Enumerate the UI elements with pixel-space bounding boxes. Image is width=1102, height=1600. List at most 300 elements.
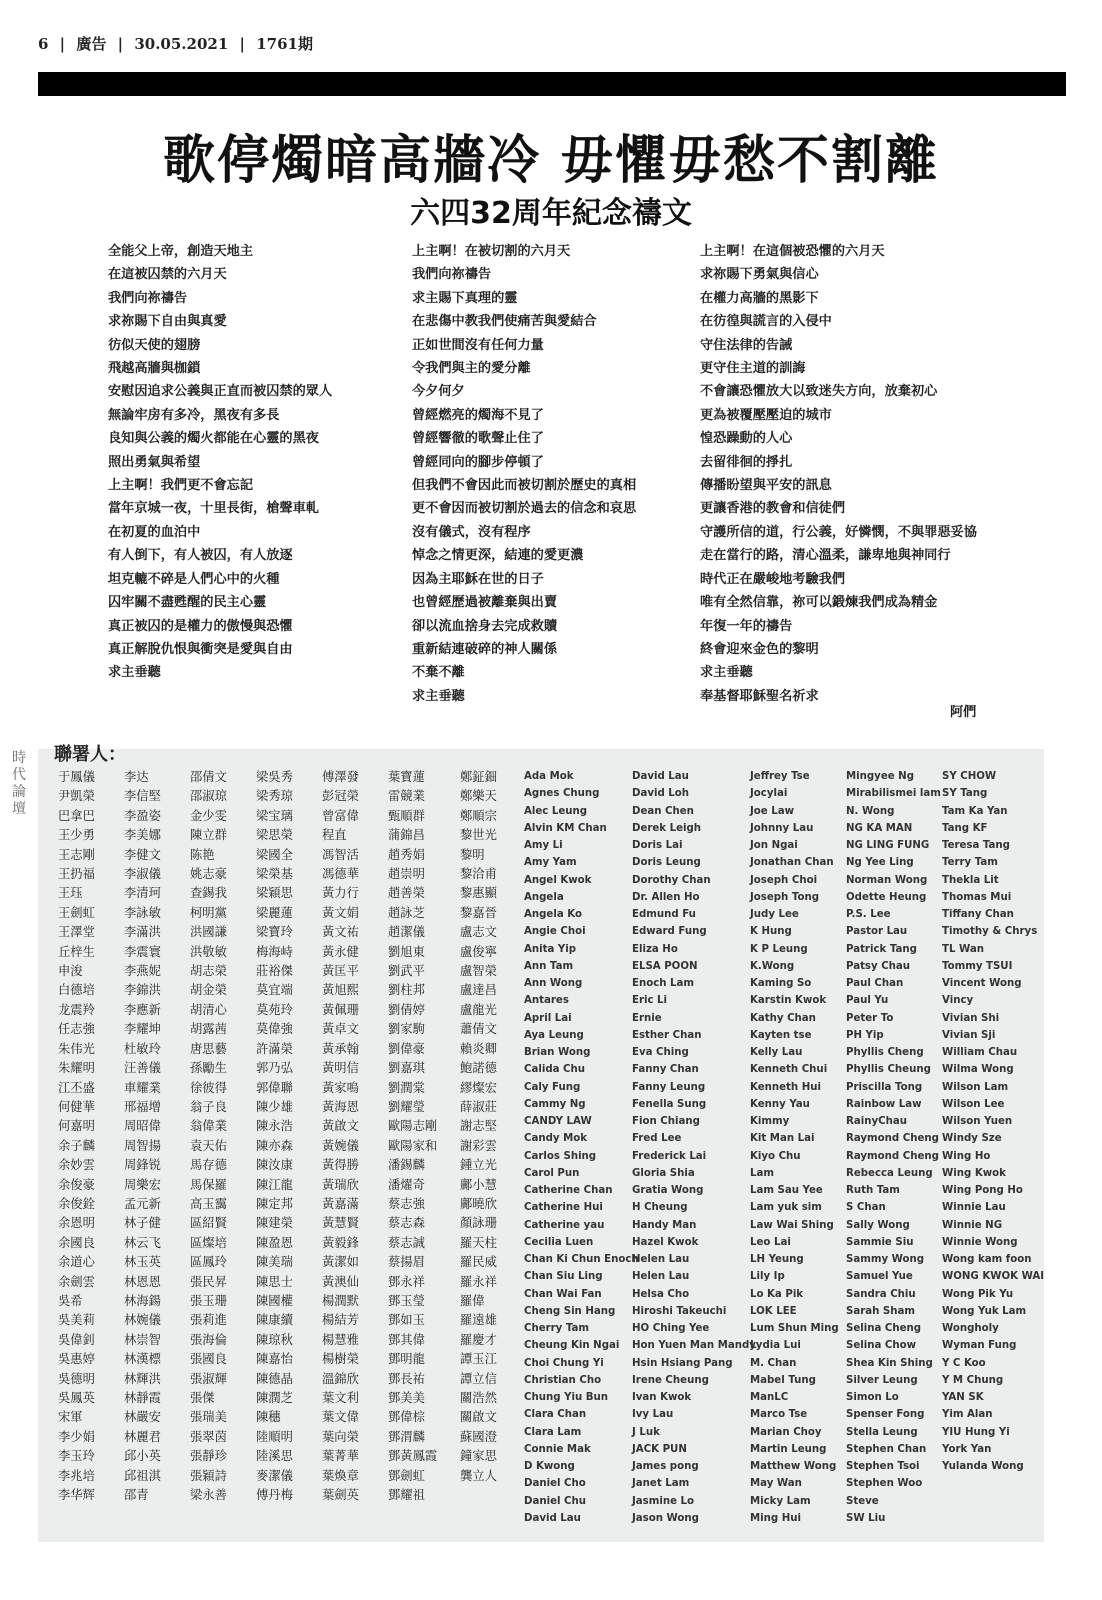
signatory-name: 蒲錦昌: [388, 828, 425, 843]
signatory-name: 陳永浩: [256, 1119, 293, 1134]
signatory-name: Steve: [846, 1495, 879, 1507]
signatory-name: 周昭偉: [124, 1119, 161, 1134]
signatory-name: 梁吳秀: [256, 770, 293, 784]
signatory-name: 盧達昌: [460, 983, 497, 998]
signatory-name: 李盈姿: [124, 808, 161, 823]
signatory-name: 馬存德: [190, 1158, 227, 1173]
signatory-name: Sarah Sham: [846, 1305, 915, 1317]
prayer-column-2: [412, 240, 636, 708]
signatory-name: 鄧渭麟: [388, 1429, 425, 1444]
signatories-cn-column-1: [58, 768, 95, 1505]
prayer-line: 無論牢房有多冷，黑夜有多長: [108, 407, 280, 423]
signatory-name: Gratia Wong: [632, 1185, 704, 1196]
signatory-name: 余恩明: [58, 1216, 95, 1231]
signatory-name: Vivian Shi: [942, 1012, 1000, 1024]
signatory-name: Wilson Lam: [942, 1081, 1009, 1093]
signatory-name: Fanny Chan: [632, 1064, 699, 1076]
signatory-name: Sally Wong: [846, 1219, 910, 1231]
signatory-name: Frederick Lai: [632, 1150, 707, 1162]
prayer-line: 當年京城一夜，十里長街，槍聲車軋: [108, 501, 319, 517]
signatory-name: Amy Yam: [524, 857, 577, 869]
signatory-name: 吳希: [58, 1293, 83, 1308]
signatory-name: 莊裕傑: [256, 964, 293, 979]
signatory-name: Norman Wong: [846, 874, 928, 886]
signatory-name: Angie Choi: [524, 926, 586, 938]
signatory-name: Kathy Chan: [750, 1012, 816, 1024]
signatory-name: Catherine Hui: [524, 1202, 603, 1214]
signatory-name: Wong Yuk Lam: [942, 1305, 1027, 1317]
signatory-name: Angela: [524, 891, 564, 903]
signatory-name: 潘錫麟: [388, 1158, 425, 1173]
signatory-name: 朱耀明: [58, 1061, 95, 1076]
publisher-vertical-label: 時代論壇: [12, 750, 26, 817]
signatory-name: 周樂宏: [124, 1177, 161, 1192]
signatory-name: YIU Hung Yi: [942, 1426, 1010, 1438]
signatory-name: ManLC: [750, 1392, 789, 1403]
signatory-name: 鄺小慧: [460, 1177, 497, 1192]
signatory-name: 鄭樂天: [460, 789, 497, 804]
signatory-name: Sandra Chiu: [846, 1288, 916, 1300]
signatory-name: Simon Lo: [846, 1392, 899, 1403]
signatory-name: 張靜珍: [190, 1449, 227, 1464]
signatory-name: 巴拿巴: [58, 808, 95, 823]
signatory-name: Wilson Lee: [942, 1098, 1005, 1110]
signatory-name: Ernie: [632, 1012, 662, 1024]
signatory-name: 黃文娟: [322, 905, 359, 920]
signatory-name: RainyChau: [846, 1116, 907, 1127]
signatory-name: 洪國謙: [190, 925, 227, 940]
signatory-name: Yim Alan: [942, 1409, 993, 1421]
header-bar: [38, 72, 1066, 96]
signatory-name: April Lai: [524, 1012, 572, 1024]
signatory-name: Jocylai: [750, 788, 788, 800]
signatory-name: Enoch Lam: [632, 978, 695, 989]
signatory-name: 吳鳳英: [58, 1391, 95, 1405]
signatory-name: 陳少雄: [256, 1099, 293, 1114]
signatory-name: Irene Cheung: [632, 1374, 709, 1386]
signatory-name: Wong Pik Yu: [942, 1288, 1014, 1300]
signatory-name: 黃力行: [322, 886, 359, 901]
signatory-name: Ivan Kwok: [632, 1392, 692, 1403]
signatory-name: 葉煥章: [322, 1468, 359, 1483]
prayer-line: 正如世間沒有任何力量: [412, 337, 544, 353]
signatory-name: Tam Ka Yan: [942, 805, 1008, 817]
signatory-name: 鄧耀祖: [388, 1488, 425, 1503]
signatory-name: 黃匡平: [322, 964, 359, 979]
signatory-name: 劉旭東: [388, 944, 425, 959]
signatory-name: 梁宝璃: [256, 808, 293, 823]
signatory-name: 麥潔儀: [256, 1468, 293, 1483]
signatory-name: 陳立群: [190, 828, 227, 843]
signatory-name: 鐘家思: [460, 1449, 497, 1464]
signatory-name: Tommy TSUI: [942, 960, 1013, 972]
signatory-name: 劉偉豪: [388, 1041, 425, 1056]
signatory-name: Lydia Lui: [750, 1340, 801, 1352]
signatory-name: Hon Yuen Man Mandy: [632, 1340, 756, 1352]
signatory-name: 葉文利: [322, 1391, 359, 1405]
signatory-name: Cheng Sin Hang: [524, 1305, 616, 1317]
signatory-name: Eric Li: [632, 995, 668, 1007]
signatory-name: 鄧玉瑩: [388, 1293, 425, 1308]
signatory-name: N. Wong: [846, 805, 895, 817]
signatory-name: Helsa Cho: [632, 1288, 690, 1300]
signatory-name: Wyman Fung: [942, 1340, 1017, 1352]
prayer-line: 今夕何夕: [412, 384, 465, 400]
signatory-name: 張民昇: [190, 1274, 227, 1289]
signatory-name: D Kwong: [524, 1461, 575, 1472]
signatory-name: 譚玉江: [460, 1352, 497, 1367]
signatory-name: 任志強: [58, 1022, 95, 1037]
signatory-name: 程直: [322, 828, 347, 843]
signatory-name: Calida Chu: [524, 1064, 586, 1076]
signatory-name: Judy Lee: [750, 909, 799, 920]
signatory-name: 鍾立光: [460, 1158, 497, 1173]
signatory-name: 洪敬敏: [190, 944, 227, 959]
signatory-name: Vincent Wong: [942, 978, 1022, 989]
page-header: 6 | 廣告 | 30.05.2021 | 1761期: [38, 35, 313, 53]
signatory-name: 歐陽家和: [388, 1138, 438, 1153]
signatory-name: 王志剛: [58, 847, 95, 862]
signatory-name: Y C Koo: [942, 1357, 986, 1369]
signatory-name: 江丕盛: [58, 1080, 95, 1095]
prayer-line: 真正解脫仇恨與衝突是愛與自由: [108, 641, 293, 657]
signatory-name: 郭偉聯: [256, 1080, 293, 1095]
signatory-name: PH Yip: [846, 1029, 884, 1041]
prayer-line: 照出勇氣與希望: [108, 454, 201, 470]
signatory-name: Law Wai Shing: [750, 1219, 834, 1231]
signatory-name: 余子麟: [58, 1138, 95, 1153]
signatory-name: 譚立信: [460, 1371, 497, 1386]
prayer-line: 更不會因而被切割於過去的信念和哀思: [412, 501, 637, 517]
signatory-name: Wilma Wong: [942, 1064, 1014, 1076]
signatory-name: York Yan: [942, 1443, 992, 1455]
signatory-name: Lam yuk sim: [750, 1202, 822, 1214]
signatory-name: 黃得勝: [322, 1158, 359, 1173]
signatory-name: 陳嘉怡: [256, 1352, 293, 1367]
prayer-line: 在悲傷中教我們使痛苦與愛結合: [412, 314, 597, 330]
signatory-name: Aya Leung: [524, 1029, 584, 1041]
signatory-name: 邢福增: [124, 1099, 161, 1114]
signatory-name: Samuel Yue: [846, 1271, 913, 1283]
signatory-name: 黃瑞欣: [322, 1177, 359, 1192]
prayer-line: 不會讓恐懼放大以致迷失方向，放棄初心: [700, 384, 938, 400]
signatory-name: 蔡志強: [388, 1196, 425, 1211]
signatory-name: 余妙雲: [58, 1158, 95, 1173]
signatory-name: J Luk: [632, 1426, 660, 1438]
signatory-name: 蔡揚眉: [388, 1255, 425, 1270]
signatory-name: 梁思榮: [256, 828, 293, 843]
signatory-name: Sammy Wong: [846, 1254, 925, 1265]
signatory-name: 車耀業: [124, 1080, 161, 1095]
signatory-name: 陈艳: [190, 847, 215, 862]
signatory-name: 梁榮基: [256, 867, 293, 882]
signatory-name: Cecilia Luen: [524, 1236, 594, 1248]
signatory-name: Fion Chiang: [632, 1116, 700, 1127]
signatory-name: 袁天佑: [190, 1138, 227, 1153]
signatory-name: Jonathan Chan: [750, 857, 834, 869]
signatory-name: 盧俊寧: [460, 944, 497, 959]
signatory-name: 李滿洪: [124, 925, 161, 940]
signatory-name: 李健文: [124, 847, 161, 862]
signatory-name: Cammy Ng: [524, 1098, 586, 1110]
signatory-name: 鄧其偉: [388, 1332, 425, 1347]
signatory-name: 黃永健: [322, 944, 359, 959]
signatory-name: 龔立人: [460, 1468, 497, 1483]
signatory-name: Rainbow Law: [846, 1098, 922, 1110]
signatory-name: 丘梓生: [58, 944, 95, 959]
signatory-name: 李兆培: [58, 1468, 95, 1483]
signatory-name: 胡金榮: [190, 983, 227, 998]
prayer-line: 上主啊！在這個被恐懼的六月天: [700, 244, 885, 259]
signatory-name: 劉倩婷: [388, 1002, 425, 1017]
signatory-name: 李玉玲: [58, 1449, 95, 1464]
signatory-name: 曾富偉: [322, 808, 359, 823]
signatory-name: Stephen Chan: [846, 1443, 927, 1455]
signatory-name: 林子健: [124, 1216, 161, 1231]
signatory-name: 黎洽甫: [460, 867, 497, 882]
prayer-line: 有人倒下，有人被囚，有人放逐: [108, 548, 293, 564]
signatory-name: 葉菁華: [322, 1449, 359, 1464]
signatory-name: Edmund Fu: [632, 909, 696, 920]
signatory-name: Carol Pun: [524, 1167, 580, 1179]
signatory-name: 歐陽志剛: [388, 1119, 438, 1134]
signatory-name: 鄧偉棕: [388, 1410, 425, 1425]
prayer-line: 悼念之情更深，結連的愛更濃: [412, 548, 584, 564]
signatory-name: Winnie Lau: [942, 1202, 1006, 1214]
signatory-name: 朱伟光: [58, 1041, 95, 1056]
signatory-name: Angel Kwok: [524, 874, 592, 886]
signatory-name: 張海倫: [190, 1332, 227, 1347]
signatory-name: 黎惠顯: [460, 886, 497, 901]
signatory-name: Kenneth Hui: [750, 1081, 821, 1093]
signatory-name: Doris Lai: [632, 840, 683, 851]
signatory-name: 繆燦宏: [460, 1080, 497, 1095]
signatory-name: Wing Pong Ho: [942, 1185, 1023, 1196]
signatory-name: 葉寶蓮: [388, 770, 425, 784]
signatory-name: Dean Chen: [632, 805, 694, 817]
page-number: 6: [38, 35, 49, 53]
signatory-name: Chan Wai Fan: [524, 1288, 602, 1300]
prayer-line: 曾經響徹的歌聲止住了: [412, 431, 544, 447]
signatory-name: Thekla Lit: [942, 874, 999, 886]
signatory-name: 傅丹梅: [256, 1488, 293, 1503]
signatory-name: 邵淑琼: [190, 789, 227, 804]
signatory-name: 羅天柱: [460, 1235, 497, 1250]
signatory-name: Handy Man: [632, 1219, 697, 1231]
signatory-name: Tiffany Chan: [942, 909, 1014, 920]
signatory-name: Hazel Kwok: [632, 1236, 699, 1248]
signatory-name: 黃潔如: [322, 1255, 359, 1270]
signatory-name: 張淑輝: [190, 1371, 227, 1386]
signatory-name: Amy Li: [524, 840, 563, 851]
signatory-name: 張玉珊: [190, 1293, 227, 1308]
signatories-cn-column-6: [388, 768, 437, 1505]
signatories-en-column-2: [632, 768, 756, 1527]
prayer-line: 終會迎來金色的黎明: [700, 641, 819, 657]
signatory-name: 黃旭熙: [322, 983, 359, 998]
signatory-name: 楊樹榮: [322, 1352, 359, 1367]
signatory-name: 張穎詩: [190, 1468, 227, 1483]
signatory-name: 陳康續: [256, 1313, 293, 1328]
prayer-amen: 阿們: [950, 705, 977, 720]
signatory-name: 陳穗: [256, 1410, 281, 1425]
signatory-name: Jason Wong: [632, 1512, 699, 1524]
signatory-name: 許滿榮: [256, 1041, 293, 1056]
signatory-name: 宋軍: [58, 1410, 83, 1425]
signatory-name: 余俊銓: [58, 1196, 95, 1211]
prayer-line: 上主啊！我們更不會忘記: [108, 478, 254, 494]
prayer-line: 更守住主道的訓誨: [700, 361, 806, 377]
signatory-name: Phyllis Cheung: [846, 1064, 931, 1076]
signatory-name: 陳國權: [256, 1293, 293, 1308]
signatory-name: 李詠敏: [124, 905, 161, 920]
prayer-line: 安慰因追求公義與正直而被囚禁的眾人: [108, 384, 333, 400]
prayer-line: 曾經燃亮的燭海不見了: [412, 407, 544, 423]
signatory-name: Helen Lau: [632, 1254, 690, 1265]
signatory-name: Odette Heung: [846, 891, 927, 903]
signatory-name: 林麗君: [124, 1429, 161, 1444]
signatory-name: 黃海恩: [322, 1099, 359, 1114]
signatory-name: 梁永善: [190, 1488, 227, 1503]
prayer-line: 走在當行的路，清心溫柔，謙卑地與神同行: [700, 548, 951, 564]
signatory-name: K.Wong: [750, 960, 795, 972]
signatory-name: 王扔福: [58, 867, 95, 882]
signatory-name: H Cheung: [632, 1202, 688, 1214]
signatory-name: 翁偉業: [190, 1119, 227, 1134]
signatory-name: Wong kam foon: [942, 1254, 1032, 1265]
prayer-line: 全能父上帝，創造天地主: [108, 244, 254, 259]
signatory-name: 余道心: [58, 1255, 95, 1270]
signatory-name: David Loh: [632, 788, 690, 800]
signatory-name: Caly Fung: [524, 1081, 581, 1093]
prayer-column-1: [108, 240, 332, 685]
signatory-name: 陳思士: [256, 1274, 293, 1289]
signatory-name: 李燕妮: [124, 964, 161, 979]
signatory-name: Winnie Wong: [942, 1236, 1018, 1248]
signatory-name: Eliza Ho: [632, 943, 678, 955]
prayer-line: 也曾經歷過被離棄與出賣: [412, 595, 558, 611]
signatory-name: 李淑儀: [124, 867, 161, 882]
issue-number: 1761期: [256, 35, 313, 53]
signatory-name: 邵青: [124, 1488, 149, 1503]
signatory-name: Chan Ki Chun Enoch: [524, 1254, 639, 1265]
signatory-name: 孟元新: [124, 1196, 161, 1211]
signatory-name: 蘇國澄: [460, 1429, 497, 1444]
signatory-name: 陳定邦: [256, 1196, 293, 1211]
signatory-name: 鄧明龍: [388, 1352, 425, 1367]
signatory-name: 梁穎思: [256, 886, 293, 901]
signatory-name: 高玉靄: [190, 1196, 227, 1211]
signatory-name: 蔡志森: [388, 1216, 425, 1231]
signatory-name: Fred Lee: [632, 1133, 682, 1145]
signatory-name: 梁秀琼: [256, 789, 293, 804]
signatory-name: Joseph Choi: [750, 874, 818, 886]
signatory-name: Angela Ko: [524, 909, 582, 920]
signatory-name: 林嚴安: [124, 1410, 161, 1425]
signatory-name: 黃文祐: [322, 925, 359, 940]
signatory-name: 鄭鉦鈿: [460, 770, 497, 784]
signatory-name: Lum Shun Ming: [750, 1323, 839, 1334]
signatory-name: 翁子良: [190, 1099, 227, 1114]
prayer-line: 沒有儀式，沒有程序: [412, 524, 531, 540]
signatory-name: Candy Mok: [524, 1133, 587, 1145]
signatory-name: 王劍虹: [58, 905, 95, 920]
signatory-name: 李震寰: [124, 944, 161, 959]
signatory-name: Patrick Tang: [846, 943, 917, 955]
signatory-name: 馬保羅: [190, 1177, 227, 1192]
signatory-name: Silver Leung: [846, 1374, 918, 1386]
signatory-name: 張傑: [190, 1391, 215, 1405]
prayer-line: 求主垂聽: [700, 665, 753, 681]
issue-date: 30.05.2021: [134, 35, 229, 53]
prayer-line: 更為被覆壓壓迫的城市: [700, 407, 832, 423]
signatory-name: Catherine yau: [524, 1219, 605, 1231]
signatory-name: James pong: [632, 1461, 699, 1472]
signatory-name: Hiroshi Takeuchi: [632, 1305, 727, 1317]
signatory-name: Hsin Hsiang Pang: [632, 1357, 733, 1369]
signatory-name: May Wan: [750, 1478, 802, 1490]
signatory-name: Kayten tse: [750, 1029, 812, 1041]
page-title: 歌停燭暗高牆冷 毋懼毋愁不割離: [162, 131, 940, 191]
prayer-line: 坦克轆不碎是人們心中的火種: [108, 571, 280, 587]
signatory-name: Ng Yee Ling: [846, 857, 914, 869]
signatory-name: Joseph Tong: [750, 891, 819, 903]
prayer-line: 彷似天使的翅膀: [108, 337, 201, 353]
signatory-name: David Lau: [632, 771, 689, 782]
signatory-name: 姚志豪: [190, 867, 227, 882]
signatory-name: Micky Lam: [750, 1495, 811, 1507]
prayer-line: 守住法律的告誡: [700, 337, 793, 353]
signatory-name: Clara Lam: [524, 1426, 582, 1438]
signatory-name: 劉潤棠: [388, 1080, 425, 1095]
signatory-name: Kiyo Chu: [750, 1150, 801, 1162]
signatory-name: 吳德明: [58, 1371, 95, 1386]
signatory-name: NG LING FUNG: [846, 840, 930, 851]
signatory-name: 蕭倩文: [460, 1022, 497, 1037]
prayer-line: 傳播盼望與平安的訊息: [700, 478, 832, 494]
signatory-name: 甄順群: [388, 808, 425, 823]
signatory-name: 黃澳仙: [322, 1274, 359, 1289]
signatory-name: 郭乃弘: [256, 1061, 293, 1076]
signatory-name: Jeffrey Tse: [750, 771, 810, 782]
signatory-name: Sammie Siu: [846, 1236, 914, 1248]
signatory-name: YAN SK: [942, 1392, 984, 1403]
prayer-line: 守護所信的道，行公義，好憐憫，不與罪惡妥協: [700, 524, 977, 540]
signatory-name: 劉武平: [388, 964, 425, 979]
prayer-line: 求主賜下真理的靈: [412, 290, 518, 306]
signatory-name: Chung Yiu Bun: [524, 1392, 609, 1403]
signatory-name: Wilson Yuen: [942, 1116, 1013, 1127]
signatory-name: Ruth Tam: [846, 1185, 900, 1196]
signatory-name: 陸溪思: [256, 1449, 293, 1464]
signatory-name: 查錫我: [190, 886, 227, 901]
prayer-line: 令我們與主的愛分離: [412, 361, 531, 377]
signatory-name: Lam Sau Yee: [750, 1185, 823, 1196]
prayer-line: 我們向祢禱告: [108, 290, 188, 306]
prayer-line: 奉基督耶穌聖名祈求: [700, 688, 819, 704]
signatory-name: 關啟文: [460, 1410, 497, 1425]
signatory-name: 胡露茜: [190, 1022, 227, 1037]
signatory-name: 黃明信: [322, 1061, 359, 1076]
signatory-name: Lo Ka Pik: [750, 1288, 804, 1300]
signatory-name: 李信堅: [124, 789, 161, 804]
signatory-name: 黃慧賢: [322, 1216, 359, 1231]
signatory-name: 羅偉: [460, 1293, 485, 1308]
signatory-name: Doris Leung: [632, 857, 701, 869]
prayer-line: 求主垂聽: [108, 665, 161, 681]
signatory-name: 龙震羚: [58, 1002, 95, 1017]
signatory-name: 黃卓文: [322, 1022, 359, 1037]
